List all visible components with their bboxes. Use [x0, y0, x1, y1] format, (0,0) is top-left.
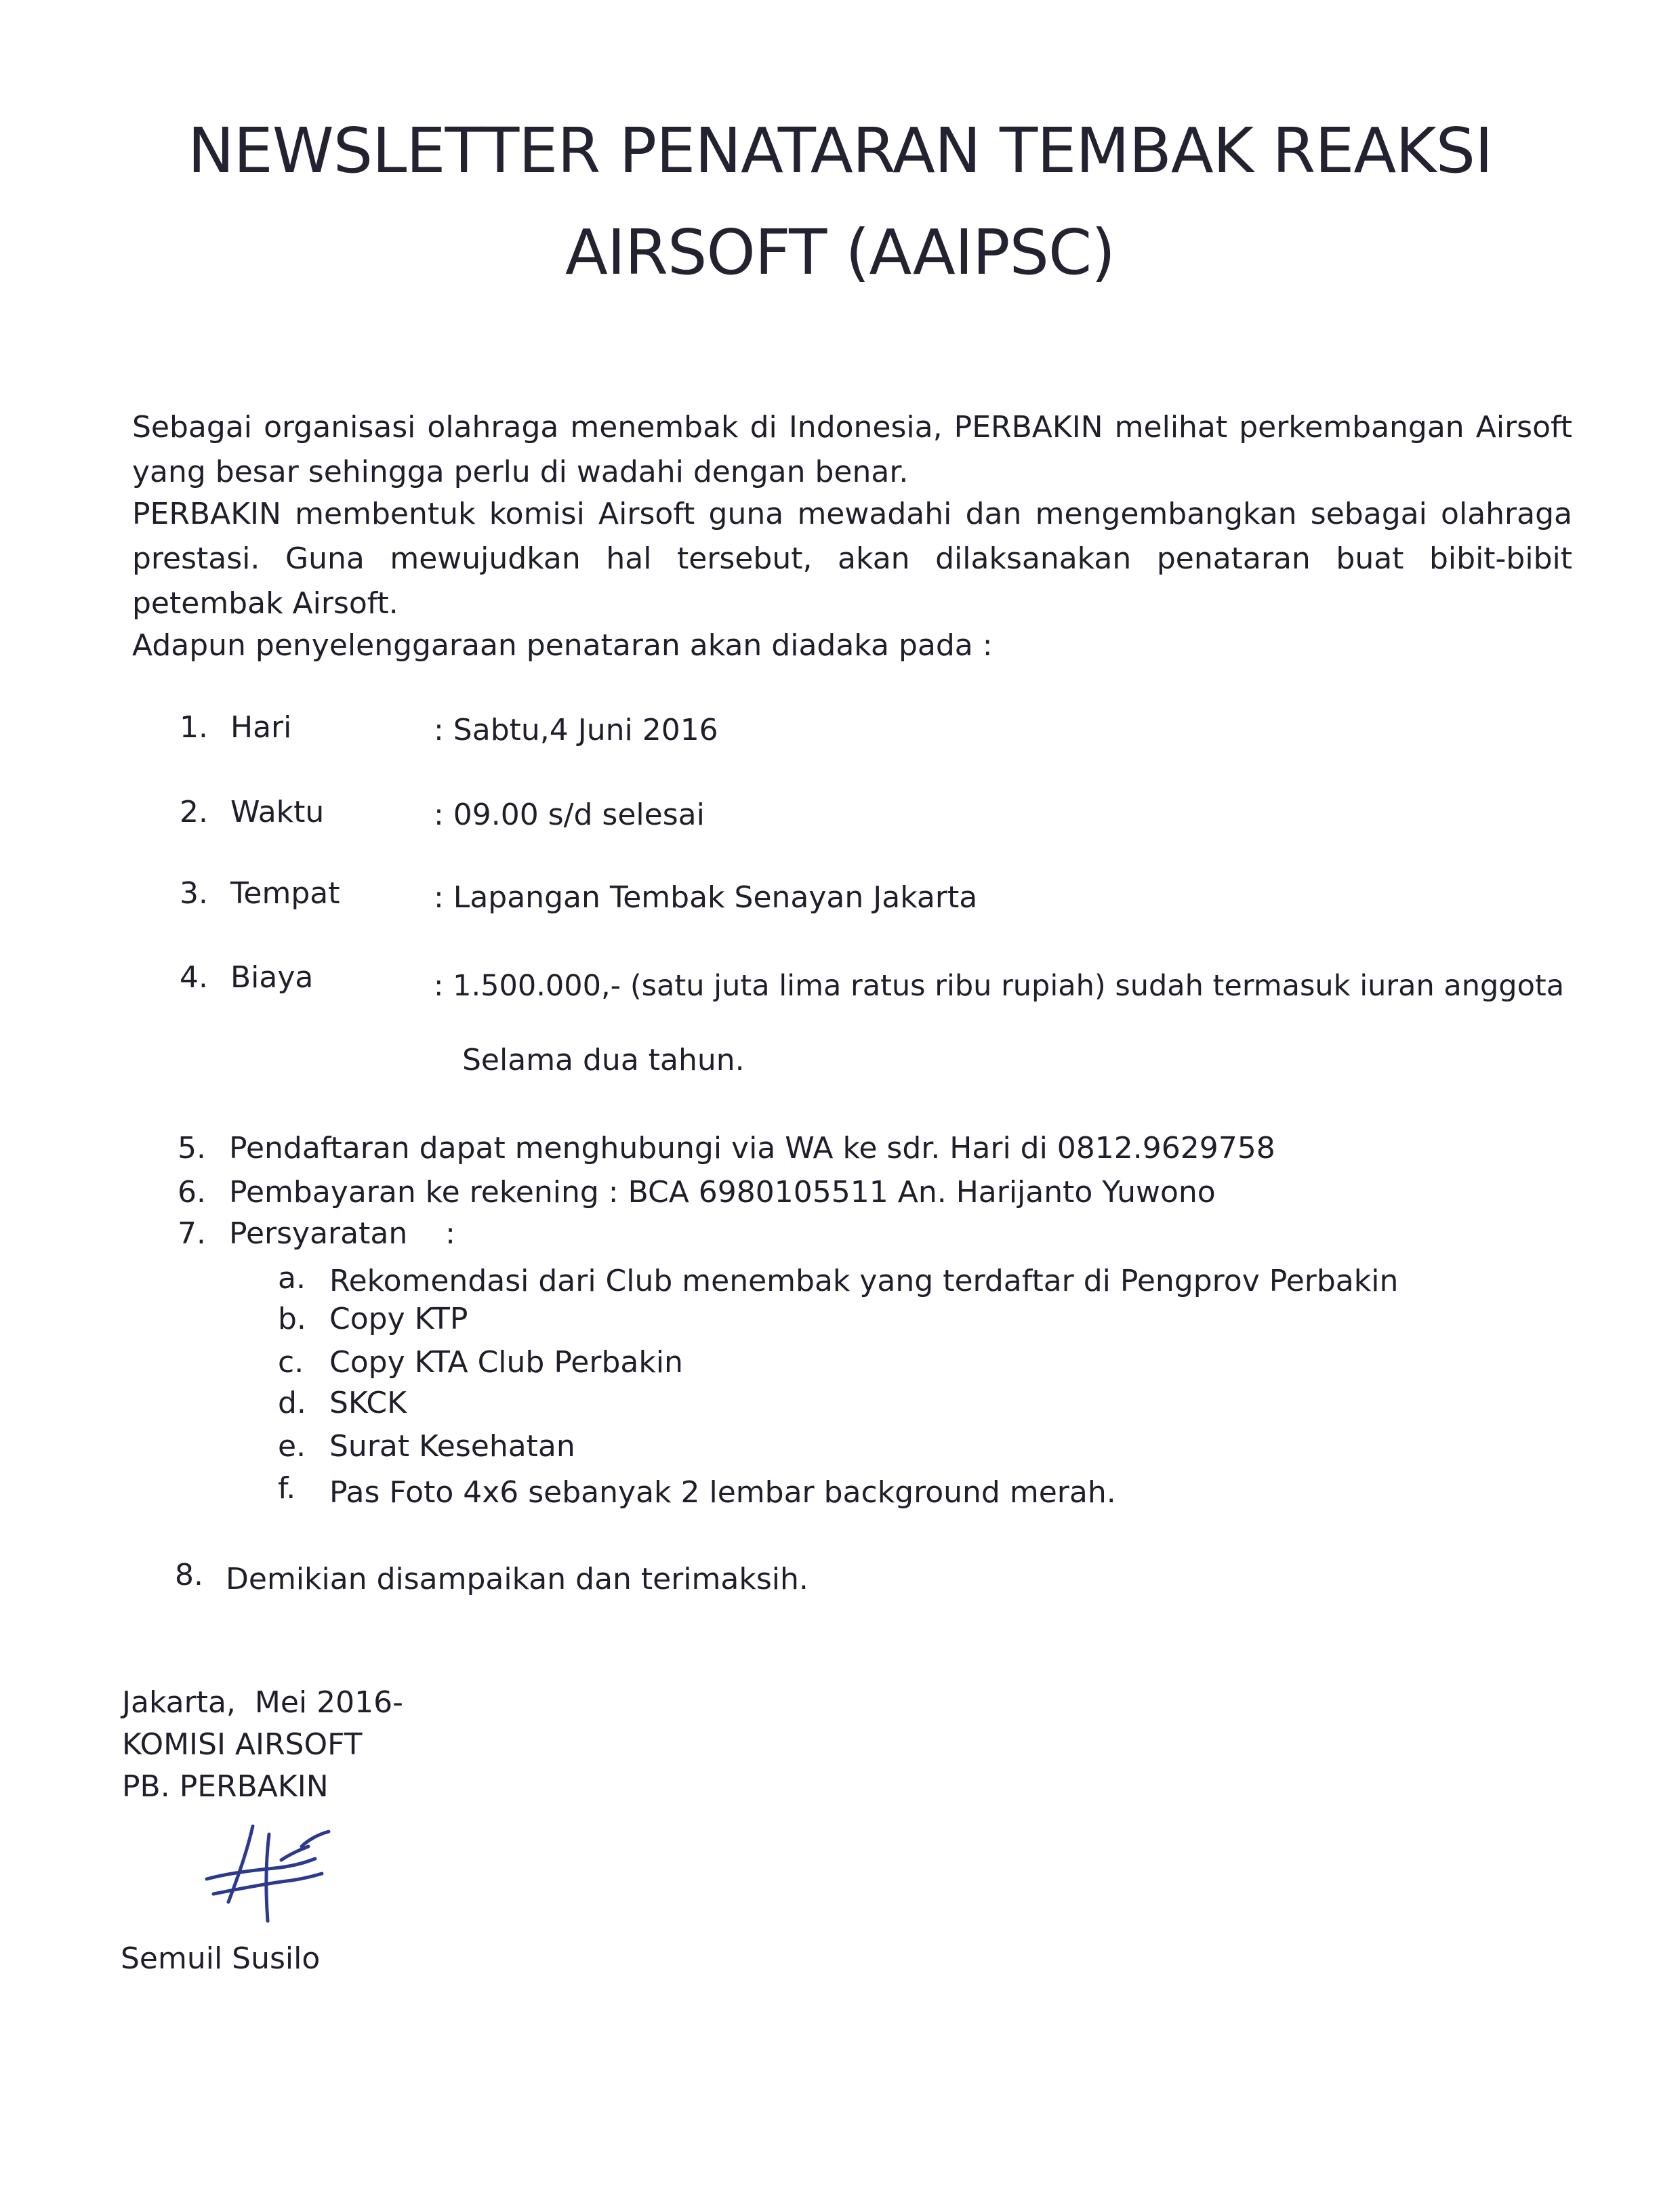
- detail-number: 2.: [180, 795, 208, 829]
- detail-number: 3.: [180, 876, 208, 911]
- detail-continuation: Selama dua tahun.: [462, 1043, 745, 1077]
- signature-icon: [200, 1819, 335, 1928]
- intro-paragraph-2: PERBAKIN membentuk komisi Airsoft guna mewadahi dan mengembangkan sebagai olahraga prestasi. Guna mewujudkan hal tersebut, akan dilaksanakan penataran buat bibit-bibit petembak Airsoft.: [132, 497, 1572, 621]
- requirement-text: Surat Kesehatan: [329, 1429, 575, 1464]
- item-text: Persyaratan :: [229, 1216, 455, 1251]
- signoff-organization-parent: PB. PERBAKIN: [122, 1769, 329, 1804]
- detail-label: Tempat: [230, 876, 340, 911]
- requirement-text: SKCK: [329, 1386, 407, 1420]
- requirement-letter: c.: [278, 1345, 304, 1380]
- requirement-letter: d.: [278, 1386, 306, 1420]
- document-title: [0, 100, 1680, 304]
- title-line-1: NEWSLETTER PENATARAN TEMBAK REAKSI: [187, 115, 1493, 187]
- detail-value: : 09.00 s/d selesai: [434, 798, 705, 832]
- item-text: Pendaftaran dapat menghubungi via WA ke sdr. Hari di 0812.9629758: [229, 1131, 1275, 1165]
- signoff-organization: KOMISI AIRSOFT: [122, 1727, 363, 1762]
- detail-value: : Sabtu,4 Juni 2016: [434, 713, 718, 747]
- detail-number: 4.: [180, 960, 208, 995]
- requirement-text: Copy KTP: [329, 1302, 468, 1336]
- intro-paragraph-1: Sebagai organisasi olahraga menembak di Indonesia, PERBAKIN melihat perkembangan Airsoft yang besar sehingga perlu di wadahi dengan benar.: [132, 410, 1572, 489]
- requirement-text: Copy KTA Club Perbakin: [329, 1345, 683, 1380]
- detail-label: Biaya: [230, 960, 314, 995]
- title-line-2: AIRSOFT (AAIPSC): [565, 216, 1115, 289]
- requirement-letter: e.: [278, 1429, 306, 1464]
- signatory-name: Semuil Susilo: [121, 1941, 321, 1976]
- requirement-text: Pas Foto 4x6 sebanyak 2 lembar background merah.: [329, 1475, 1116, 1510]
- item-number: 5.: [178, 1131, 206, 1165]
- detail-label: Waktu: [230, 795, 325, 829]
- detail-label: Hari: [230, 710, 292, 745]
- signoff-place-date: Jakarta, Mei 2016-: [122, 1685, 403, 1720]
- item-number: 6.: [178, 1175, 206, 1210]
- requirement-letter: a.: [278, 1261, 306, 1296]
- closing-text: Demikian disampaikan dan terimaksih.: [226, 1562, 808, 1596]
- detail-value: : Lapangan Tembak Senayan Jakarta: [434, 880, 978, 915]
- detail-number: 1.: [180, 710, 208, 745]
- closing-number: 8.: [175, 1558, 203, 1592]
- intro-paragraph-3: Adapun penyelenggaraan penataran akan diadaka pada :: [132, 628, 993, 663]
- requirement-letter: f.: [278, 1471, 296, 1506]
- requirement-text: Rekomendasi dari Club menembak yang terdaftar di Pengprov Perbakin: [329, 1264, 1399, 1298]
- item-number: 7.: [178, 1216, 206, 1251]
- requirement-letter: b.: [278, 1302, 306, 1336]
- detail-value: : 1.500.000,- (satu juta lima ratus ribu rupiah) sudah termasuk iuran anggota: [434, 969, 1565, 1003]
- item-text: Pembayaran ke rekening : BCA 6980105511 An. Harijanto Yuwono: [229, 1175, 1216, 1210]
